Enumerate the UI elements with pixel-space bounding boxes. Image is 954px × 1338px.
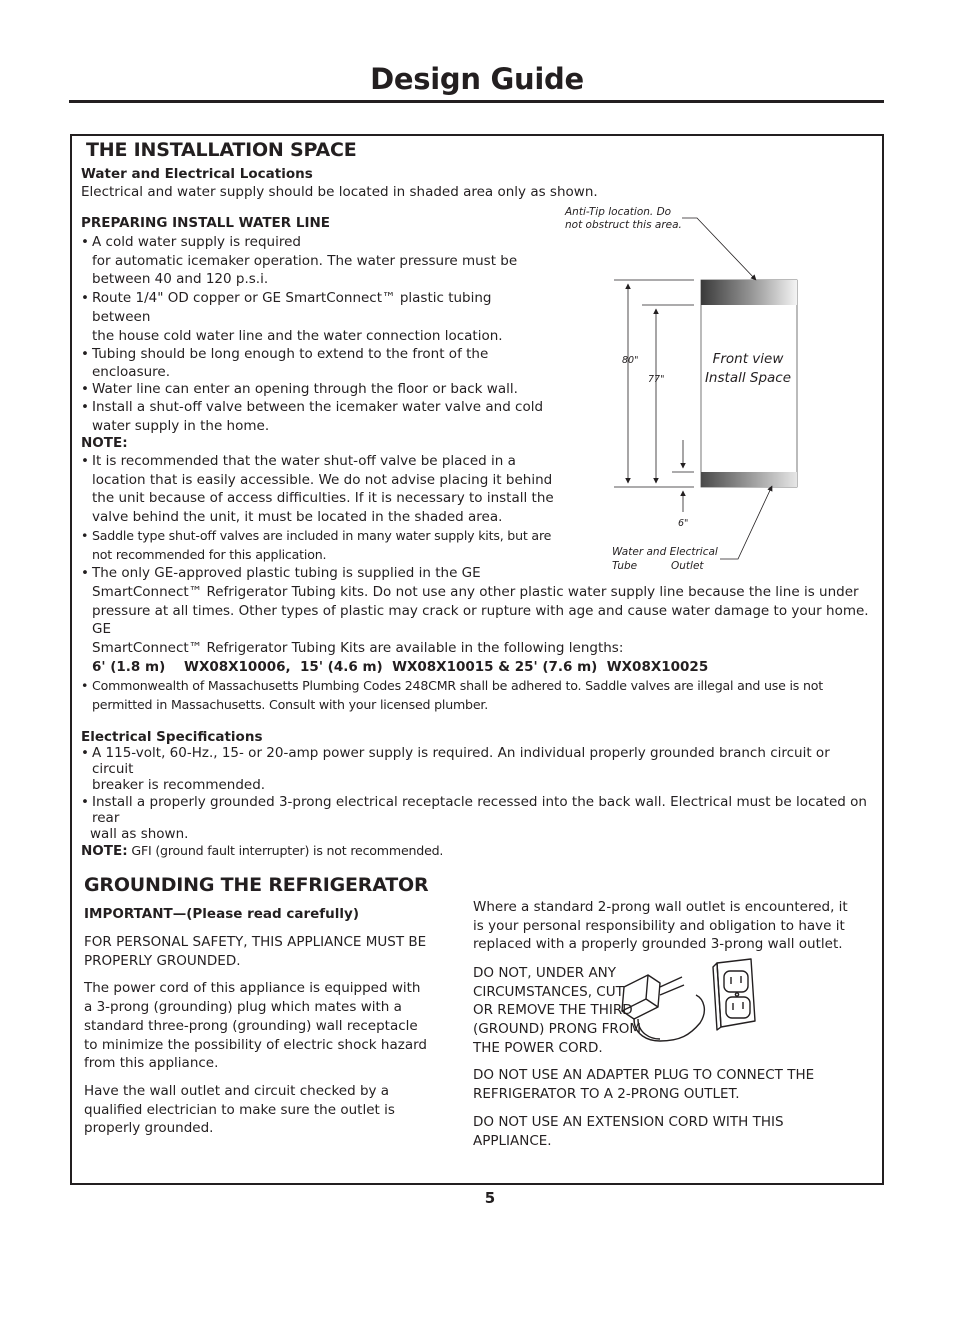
note-heading: NOTE: — [81, 435, 128, 451]
extension-warning — [473, 1113, 868, 1150]
text-line: replaced with a properly grounded 3-prong wall outlet. — [473, 936, 843, 953]
list-item: • The only GE-approved plastic tubing is supplied in the GE — [81, 564, 871, 583]
gfi-text: GFI (ground fault interrupter) is not recommended. — [127, 843, 444, 859]
installation-heading: THE INSTALLATION SPACE — [86, 139, 357, 161]
page-title: Design Guide — [370, 62, 584, 96]
install-space-diagram — [560, 200, 880, 580]
water-elec-leader — [720, 486, 772, 559]
text-line: standard three-prong (grounding) wall receptacle — [84, 1017, 418, 1034]
text-line: qualified electrician to make sure the outlet is — [84, 1101, 395, 1118]
wel-heading: Water and Electrical Locations — [81, 166, 313, 182]
list-item: • A 115-volt, 60-Hz., 15- or 20-amp power supply is required. An individual properly grounded branch circuit or circuit — [81, 745, 871, 777]
dim-80-label: 80" — [622, 355, 639, 366]
list-item: valve behind the unit, it must be located in the shaded area. — [92, 509, 503, 526]
list-item: • Saddle type shut-off valves are included in many water supply kits, but are — [81, 527, 871, 546]
gfi-note — [81, 843, 871, 859]
list-item: • Water line can enter an opening through the floor or back wall. — [81, 380, 551, 399]
tubing-lengths: 6' (1.8 m) WX08X10006, 15' (4.6 m) WX08X10015 & 25' (7.6 m) WX08X10025 — [92, 658, 709, 675]
paragraph — [84, 979, 434, 1073]
text-line: FOR PERSONAL SAFETY, THIS APPLIANCE MUST BE — [84, 934, 427, 950]
list-item: pressure at all times. Other types of plastic may crack or rupture with age and cause water damage to your home. GE — [92, 602, 869, 638]
bottom-shaded-area — [701, 472, 797, 487]
water-elec-outlet-label: Outlet — [671, 560, 704, 572]
water-elec-label-1: Water and Electrical — [612, 546, 718, 558]
piwl-heading: PREPARING INSTALL WATER LINE — [81, 215, 331, 231]
text-line: (GROUND) PRONG FROM — [473, 1021, 642, 1038]
list-item: breaker is recommended. — [92, 777, 266, 794]
text-line: THE POWER CORD. — [473, 1039, 603, 1056]
grounded-plug-outlet-icon — [620, 955, 758, 1053]
front-view-label-1: Front view — [712, 351, 784, 367]
text-line: from this appliance. — [84, 1055, 219, 1072]
text-line: DO NOT USE AN ADAPTER PLUG TO CONNECT THE — [473, 1067, 815, 1083]
list-item: the house cold water line and the water connection location. — [92, 327, 503, 344]
text-line: The power cord of this appliance is equipped with — [84, 980, 421, 997]
mass-note — [81, 677, 871, 714]
grounding-right-top — [473, 898, 868, 954]
list-item: water supply in the home. — [92, 418, 270, 435]
text-line: OR REMOVE THE THIRD — [473, 1002, 633, 1019]
adapter-warning — [473, 1066, 868, 1103]
top-shaded-area — [701, 280, 797, 305]
dim-77-label: 77" — [648, 374, 665, 385]
gfi-label: NOTE: — [81, 843, 128, 860]
anti-tip-label-2: not obstruct this area. — [565, 219, 682, 231]
list-item: • Tubing should be long enough to extend to the front of the — [81, 345, 551, 364]
text-line: DO NOT, UNDER ANY — [473, 965, 617, 981]
list-item: encloasure. — [92, 363, 171, 380]
text-line: Have the wall outlet and circuit checked by a — [84, 1082, 390, 1099]
text-line: REFRIGERATOR TO A 2-PRONG OUTLET. — [473, 1085, 740, 1102]
list-item: • A cold water supply is required — [81, 233, 551, 252]
list-item: wall as shown. — [90, 826, 189, 843]
anti-tip-label-1: Anti-Tip location. Do — [565, 206, 672, 218]
paragraph — [84, 933, 434, 970]
text-line: CIRCUMSTANCES, CUT — [473, 983, 624, 1000]
text-line: to minimize the possibility of electric shock hazard — [84, 1036, 427, 1053]
list-item: permitted in Massachusetts. Consult with your licensed plumber. — [92, 696, 489, 712]
page-number: 5 — [484, 1189, 496, 1207]
grounding-heading: GROUNDING THE REFRIGERATOR — [84, 874, 429, 896]
list-item: location that is easily accessible. We do not advise placing it behind — [92, 471, 553, 488]
anti-tip-leader — [682, 218, 756, 280]
front-view-label-2: Install Space — [704, 370, 792, 386]
text-line: PROPERLY GROUNDED. — [84, 952, 241, 969]
list-item: SmartConnect™ Refrigerator Tubing kits. Do not use any other plastic water supply line because the line is under — [92, 583, 859, 600]
text-line: is your personal responsibility and obligation to have it — [473, 917, 845, 934]
wel-text: Electrical and water supply should be located in shaded area only as shown. — [81, 184, 598, 200]
list-item: the unit because of access difficulties. If it is necessary to install the — [92, 490, 554, 507]
piwl-list — [81, 233, 551, 436]
paragraph — [84, 1082, 434, 1138]
grounding-left-column — [84, 933, 434, 1147]
list-item: • Route 1/4" OD copper or GE SmartConnect™ plastic tubing between — [81, 289, 551, 326]
important-label: IMPORTANT—(Please read carefully) — [84, 906, 360, 922]
text-line: Where a standard 2-prong wall outlet is encountered, it — [473, 899, 848, 915]
text-line: properly grounded. — [84, 1120, 214, 1137]
do-not-cut-warning — [473, 964, 643, 1058]
water-elec-tube-label: Tube — [612, 560, 638, 572]
elec-heading: Electrical Specifications — [81, 729, 263, 745]
list-item: between 40 and 120 p.s.i. — [92, 271, 269, 288]
list-item: SmartConnect™ Refrigerator Tubing Kits are available in the following lengths: — [92, 640, 624, 657]
list-item: • Install a properly grounded 3-prong electrical receptacle recessed into the back wall. Electrical must be located on rear — [81, 794, 871, 826]
list-item: • Commonwealth of Massachusetts Plumbing Codes 248CMR shall be adhered to. Saddle valves are illegal and use is not — [81, 677, 871, 696]
elec-list — [81, 745, 871, 859]
list-item: • It is recommended that the water shut-off valve be placed in a — [81, 452, 871, 471]
title-divider — [69, 100, 884, 103]
text-line: APPLIANCE. — [473, 1132, 552, 1149]
text-line: DO NOT USE AN EXTENSION CORD WITH THIS — [473, 1114, 784, 1130]
dim-6-label: 6" — [678, 518, 689, 529]
list-item: for automatic icemaker operation. The water pressure must be — [92, 252, 518, 269]
text-line: a 3-prong (grounding) plug which mates with a — [84, 999, 402, 1016]
list-item: • Install a shut-off valve between the icemaker water valve and cold — [81, 398, 551, 417]
list-item: not recommended for this application. — [92, 546, 327, 562]
